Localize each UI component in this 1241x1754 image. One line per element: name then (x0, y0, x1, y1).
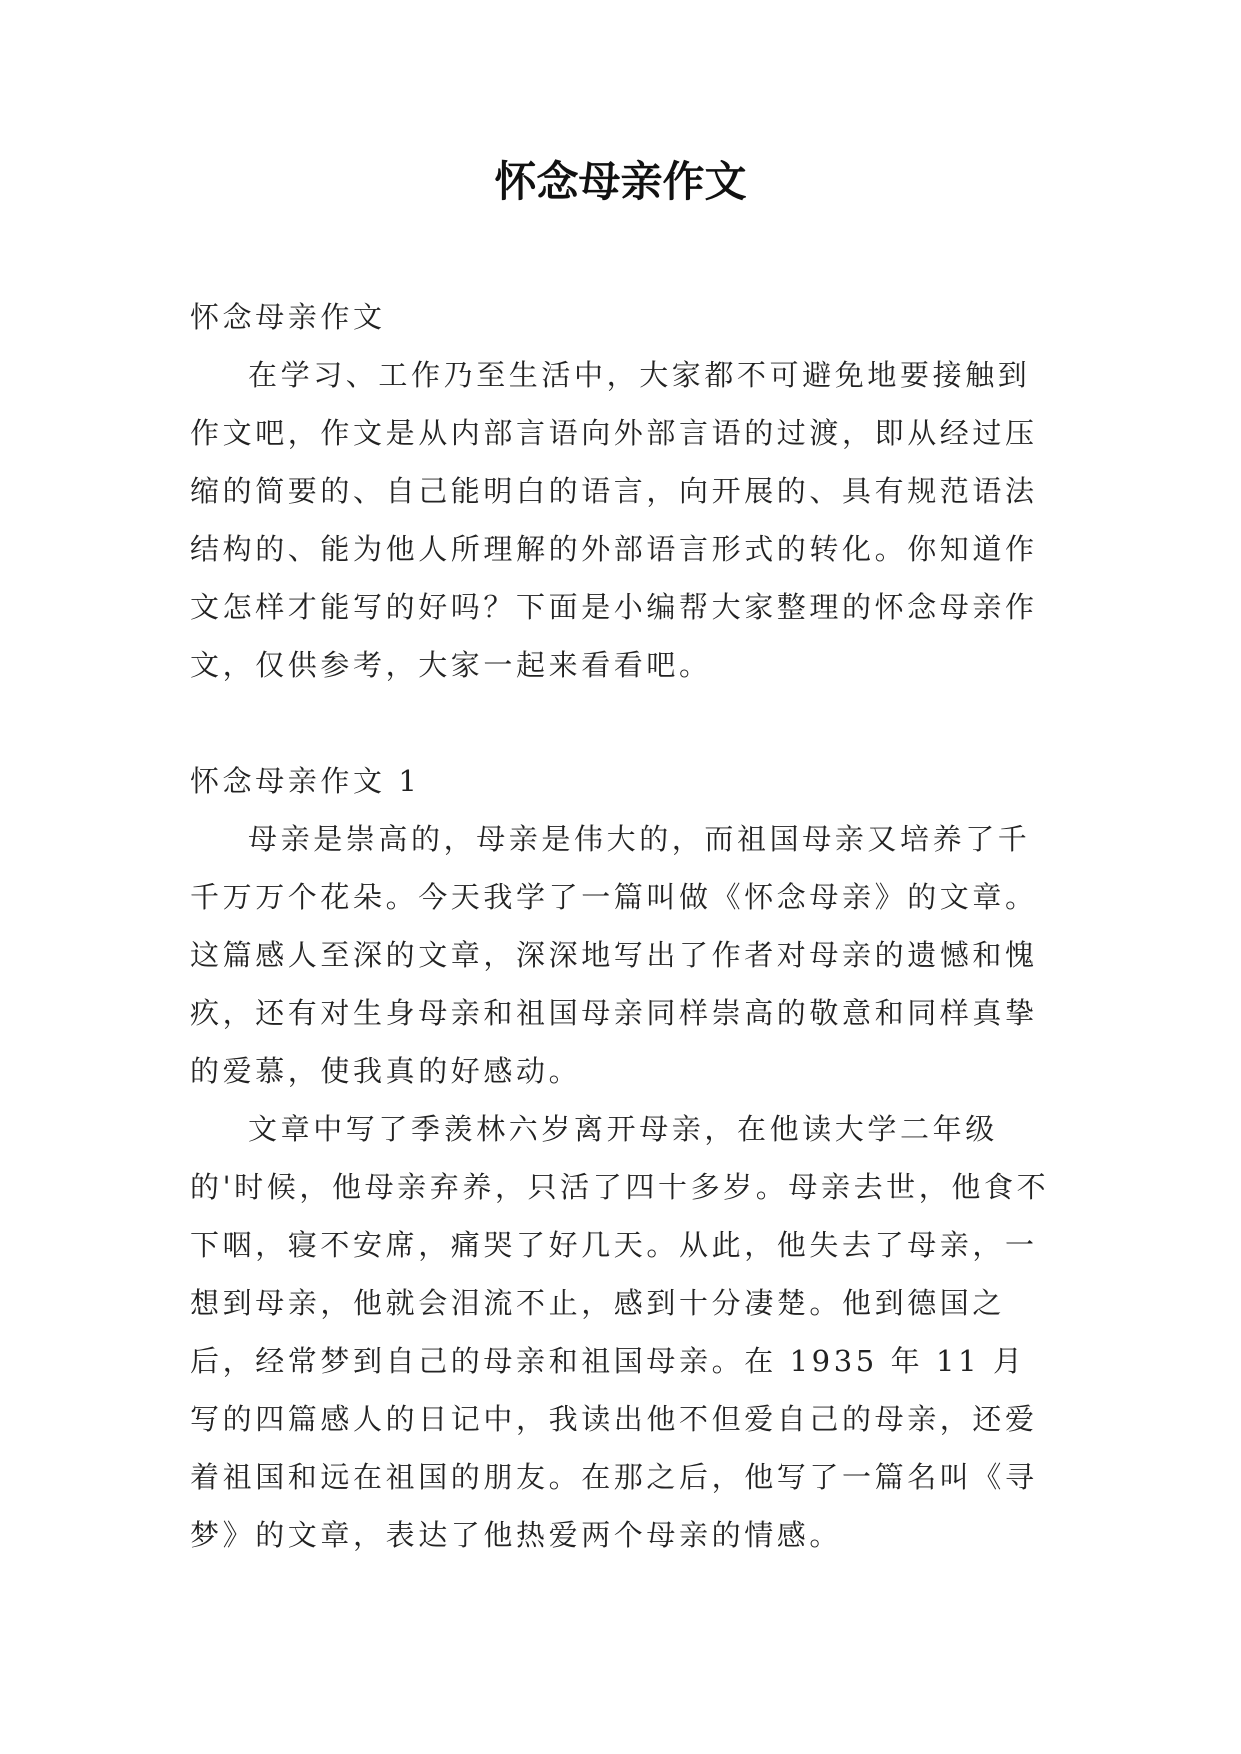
essay-1-heading: 怀念母亲作文 1 (190, 764, 421, 798)
document-body (190, 288, 1058, 1564)
essay-1-paragraph-2: 文章中写了季羡林六岁离开母亲，在他读大学二年级的'时候，他母亲弃养，只活了四十多岁。母亲去世，他食不下咽，寝不安席，痛哭了好几天。从此，他失去了母亲，一想到母亲，他就会泪流不止，感到十分凄楚。他到德国之后，经常梦到自己的母亲和祖国母亲。在 1935 年 11 月写的四篇感人的日记中，我读出他不但爱自己的母亲，还爱着祖国和远在祖国的朋友。在那之后，他写了一篇名叫《寻梦》的文章，表达了他热爱两个母亲的情感。 (190, 1112, 1050, 1552)
section-spacer (190, 694, 1058, 752)
intro-heading: 怀念母亲作文 (190, 300, 386, 334)
intro-paragraph: 在学习、工作乃至生活中，大家都不可避免地要接触到作文吧，作文是从内部言语向外部言语的过渡，即从经过压缩的简要的、自己能明白的语言，向开展的、具有规范语法结构的、能为他人所理解的外部语言形式的转化。你知道作文怎样才能写的好吗？下面是小编帮大家整理的怀念母亲作文，仅供参考，大家一起来看看吧。 (190, 358, 1038, 682)
essay-1-paragraph-1: 母亲是崇高的，母亲是伟大的，而祖国母亲又培养了千千万万个花朵。今天我学了一篇叫做《怀念母亲》的文章。这篇感人至深的文章，深深地写出了作者对母亲的遗憾和愧疚，还有对生身母亲和祖国母亲同样崇高的敬意和同样真挚的爱慕，使我真的好感动。 (190, 822, 1038, 1088)
document-title: 怀念母亲作文 (494, 157, 747, 206)
